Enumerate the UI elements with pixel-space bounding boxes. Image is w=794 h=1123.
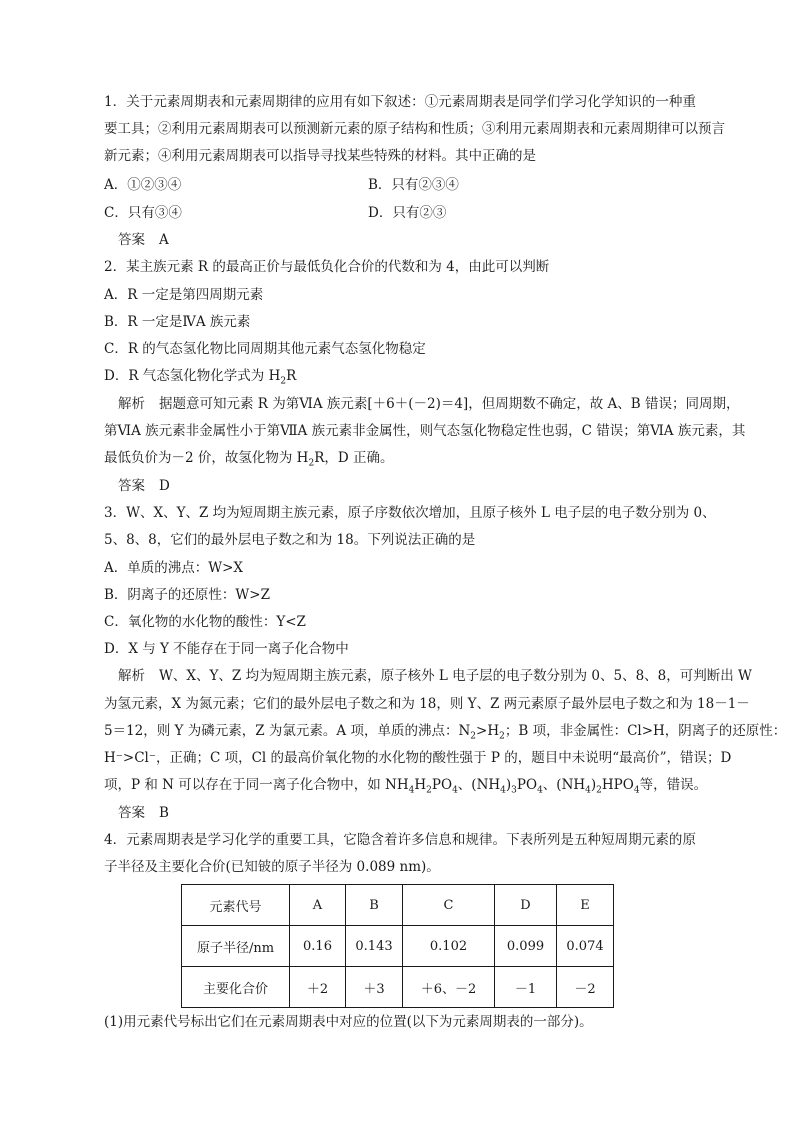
- subscript: 2: [596, 785, 602, 796]
- analysis-text: 、(NH: [542, 777, 586, 793]
- subscript: 4: [408, 785, 415, 796]
- analysis-text: >H: [476, 723, 500, 739]
- q3-option-d: D．X 与 Y 不能存在于同一离子化合物中: [104, 641, 349, 657]
- subscript: 3: [511, 785, 517, 796]
- q2-option-a: A．R 一定是第四周期元素: [104, 287, 264, 303]
- analysis-text: PO: [516, 777, 538, 793]
- q1-option-b: B．只有②③④: [368, 177, 459, 193]
- analysis-text: 5＝12，则 Y 为磷元素，Z 为氯元素。A 项，单质的沸点：N: [104, 723, 471, 739]
- table-cell: ＋2: [290, 967, 346, 1008]
- subscript: 2: [280, 376, 287, 387]
- q3-stem-line-2: 5、8、8，它们的最外层电子数之和为 18。下列说法正确的是: [104, 532, 476, 548]
- q3-stem-line-1: 3．W、X、Y、Z 均为短周期主族元素，原子序数依次增加，且原子核外 L 电子层的电子数分别为 0、: [104, 505, 716, 521]
- table-cell: 0.099: [495, 926, 557, 967]
- table-cell: 0.16: [290, 926, 346, 967]
- q1-option-c: C．只有③④: [104, 205, 182, 221]
- analysis-text: ): [590, 777, 597, 793]
- q2-option-c: C．R 的气态氢化物比同周期其他元素气态氢化物稳定: [104, 341, 426, 357]
- q1-answer: [118, 231, 169, 249]
- q2-answer: [118, 477, 170, 495]
- analysis-text: 等，错误。: [639, 777, 708, 793]
- q2-option-b: B．R 一定是ⅣA 族元素: [104, 314, 251, 330]
- table-cell: 原子半径/nm: [182, 926, 290, 967]
- table-cell: 主要化合价: [182, 967, 290, 1008]
- answer-value: D: [159, 478, 170, 494]
- q3-answer: [118, 804, 169, 822]
- analysis-label: 解析: [118, 668, 145, 684]
- table-cell: ＋6、－2: [403, 967, 495, 1008]
- q4-subquestion-1: (1)用元素代号标出它们在元素周期表中对应的位置(以下为元素周期表的一部分)。: [104, 1014, 593, 1030]
- q3-analysis-line-1: [118, 667, 752, 685]
- subscript: 2: [470, 731, 477, 742]
- analysis-text: HPO: [601, 777, 634, 793]
- table-row-valence: [182, 967, 614, 1008]
- q2-analysis-line-1: [118, 395, 739, 413]
- table-header-row: [182, 885, 614, 926]
- subscript: 2: [426, 785, 432, 796]
- q1-option-a: A．①②③④: [104, 177, 182, 193]
- table-row-radius: [182, 926, 614, 967]
- analysis-text: ): [505, 777, 512, 793]
- analysis-label: 解析: [118, 396, 145, 412]
- table-cell: A: [290, 885, 346, 926]
- table-cell: C: [403, 885, 495, 926]
- subscript: 4: [585, 785, 591, 796]
- table-cell: 0.143: [346, 926, 403, 967]
- subscript: 2: [308, 458, 315, 469]
- answer-label: 答案: [118, 805, 145, 821]
- q4-stem-line-1: 4．元素周期表是学习化学的重要工具，它隐含着许多信息和规律。下表所列是五种短周期元素的原: [104, 832, 696, 848]
- analysis-text: R，D 正确。: [314, 450, 394, 466]
- q3-option-c: C．氧化物的水化物的酸性：Y<Z: [104, 614, 306, 630]
- q1-options-row-1: [104, 176, 459, 194]
- subscript: 4: [633, 785, 640, 796]
- subscript: 4: [452, 785, 458, 796]
- element-data-table: [181, 884, 614, 1008]
- q3-analysis-line-3: [104, 722, 787, 742]
- subscript: 4: [500, 785, 506, 796]
- table-cell: －2: [557, 967, 614, 1008]
- q2-analysis-line-3: [104, 449, 393, 467]
- table-cell: －1: [495, 967, 557, 1008]
- q1-options-row-2: [104, 204, 447, 222]
- table-cell: D: [495, 885, 557, 926]
- analysis-text: 最低负价为－2 价，故氢化物为 H: [104, 450, 309, 466]
- table-cell: 0.074: [557, 926, 614, 967]
- analysis-text: W、X、Y、Z 均为短周期主族元素，原子核外 L 电子层的电子数分别为 0、5、8、8，可判断出 W: [159, 668, 752, 684]
- answer-label: 答案: [118, 232, 145, 248]
- q2-stem: 2．某主族元素 R 的最高正价与最低负化合价的代数和为 4，由此可以判断: [104, 259, 550, 275]
- table-cell: B: [346, 885, 403, 926]
- answer-value: A: [159, 232, 169, 248]
- q1-stem-line-1: 1．关于元素周期表和元素周期律的应用有如下叙述：①元素周期表是同学们学习化学知识的一种重: [104, 94, 696, 110]
- table-cell: 元素代号: [182, 885, 290, 926]
- q2-option-d: [104, 367, 296, 385]
- q4-stem-line-2: 子半径及主要化合价(已知铍的原子半径为 0.089 nm)。: [104, 859, 440, 875]
- q1-stem-line-2: 要工具；②利用元素周期表可以预测新元素的原子结构和性质；③利用元素周期表和元素周期律可以预言: [104, 121, 725, 137]
- table-cell: E: [557, 885, 614, 926]
- answer-label: 答案: [118, 478, 145, 494]
- analysis-text: PO: [431, 777, 453, 793]
- table-cell: ＋3: [346, 967, 403, 1008]
- analysis-text: 据题意可知元素 R 为第ⅥA 族元素[＋6＋(－2)＝4]，但周期数不确定，故 A、B 错误；同周期，: [159, 396, 740, 412]
- q3-analysis-line-2: 为氢元素，X 为氮元素；它们的最外层电子数之和为 18，则 Y、Z 两元素原子最外层电子数之和为 18－1－: [104, 696, 750, 712]
- table-cell: 0.102: [403, 926, 495, 967]
- q2-option-d-text-end: R: [286, 368, 297, 384]
- answer-value: B: [159, 805, 169, 821]
- q1-option-d: D．只有②③: [368, 205, 447, 221]
- q3-option-a: A．单质的沸点：W>X: [104, 560, 244, 576]
- subscript: 4: [537, 785, 543, 796]
- subscript: 2: [499, 731, 505, 742]
- analysis-text: 项，P 和 N 可以存在于同一离子化合物中，如 NH: [104, 777, 409, 793]
- q2-analysis-line-2: 第ⅥA 族元素非金属性小于第ⅦA 族元素非金属性，则气态氢化物稳定性也弱，C 错误；第ⅥA 族元素，其: [104, 423, 746, 439]
- q2-option-d-text: D．R 气态氢化物化学式为 H: [104, 368, 281, 384]
- q1-stem-line-3: 新元素；④利用元素周期表可以指导寻找某些特殊的材料。其中正确的是: [104, 148, 536, 164]
- q3-analysis-line-4: H⁻>Cl⁻，正确；C 项，Cl 的最高价氧化物的水化物的酸性强于 P 的，题目中未说明“最高价”，错误；D: [104, 750, 732, 766]
- analysis-text: ；B 项，非金属性：Cl>H，阴离子的还原性：: [504, 723, 787, 739]
- analysis-text: H: [414, 777, 427, 793]
- q3-option-b: B．阴离子的还原性：W>Z: [104, 587, 270, 603]
- q3-analysis-line-5: [104, 776, 707, 794]
- analysis-text: 、(NH: [457, 777, 501, 793]
